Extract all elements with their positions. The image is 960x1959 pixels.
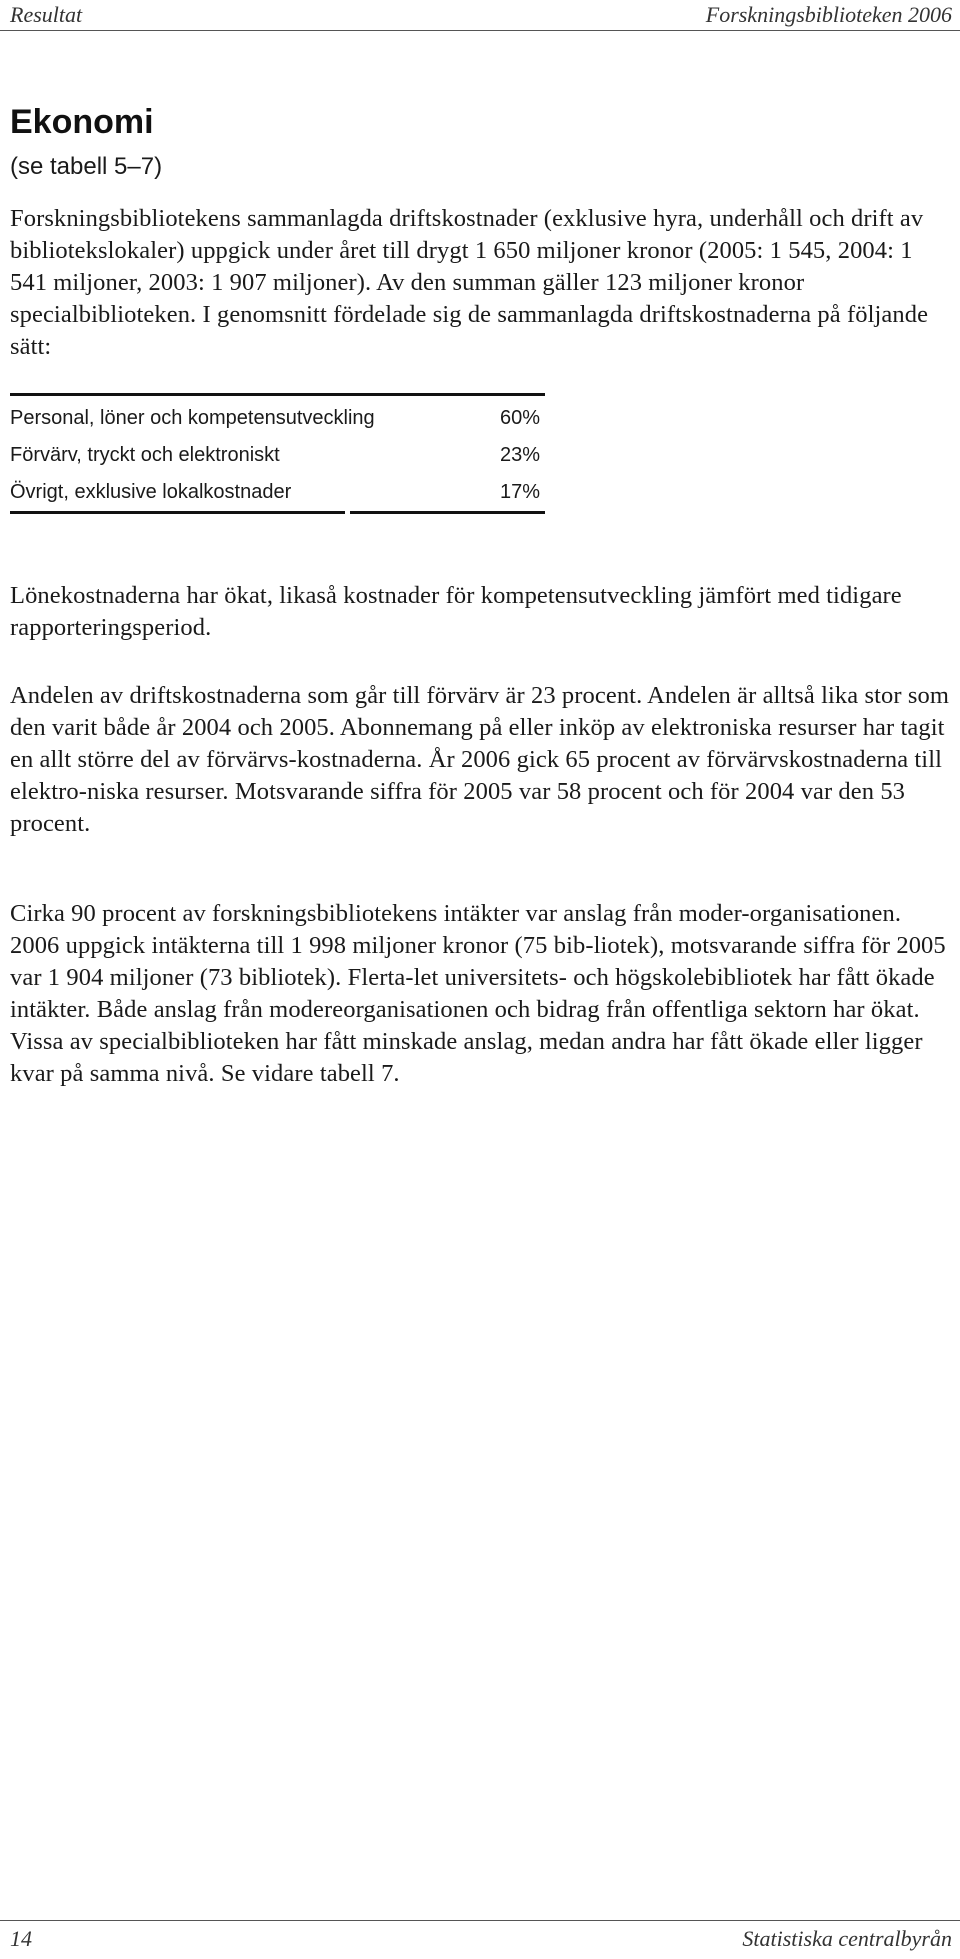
header-section-label: Resultat xyxy=(10,2,83,27)
table-top-rule xyxy=(10,393,545,396)
paragraph-revenue: Cirka 90 procent av forskningsbibliotekens intäkter var anslag från moder-organisationen. 2006 uppgick intäkterna till 1 998 miljoner kronor (75 bib-liotek), motsvarande siffra för 2005 var 1 904 miljoner (73 bibliotek). Flerta-let universitets- och högskolebibliotek har fått ökade intäkter. Både anslag från modereorganisationen och bidrag från offentliga sektorn har ökat. Vissa av specialbiblioteken har fått minskade anslag, medan andra har fått ökade eller ligger kvar på samma nivå. Se vidare tabell 7. xyxy=(10,900,946,1087)
table-bottom-rule xyxy=(10,511,545,514)
row-value: 23% xyxy=(500,444,541,466)
row-label: Övrigt, exklusive lokalkostnader xyxy=(10,481,292,503)
cost-distribution-table xyxy=(10,393,545,511)
paragraph-acquisitions: Andelen av driftskostnaderna som går till förvärv är 23 procent. Andelen är alltså lika stor som den varit både år 2004 och 2005. Abonnemang på eller inköp av elektroniska resurser har tagit en allt större del av förvärvs-kostnaderna. År 2006 gick 65 procent av förvärvskostnaderna till elektro-niska resurser. Motsvarande siffra för 2005 var 58 procent och för 2004 var den 53 procent. xyxy=(10,682,949,837)
row-label: Personal, löner och kompetensutveckling xyxy=(10,407,375,429)
table-row xyxy=(10,437,545,474)
row-label: Förvärv, tryckt och elektroniskt xyxy=(10,444,280,466)
row-value: 60% xyxy=(500,407,541,429)
header-rule xyxy=(0,30,960,31)
table-row xyxy=(10,400,545,437)
page-footer xyxy=(0,1920,960,1959)
section-subtitle: (se tabell 5–7) xyxy=(10,153,163,180)
table-row xyxy=(10,474,545,511)
page-number: 14 xyxy=(10,1926,32,1951)
row-value: 17% xyxy=(500,481,541,503)
section-title: Ekonomi xyxy=(10,103,154,141)
page-header xyxy=(0,0,960,32)
header-publication-title: Forskningsbiblioteken 2006 xyxy=(705,2,952,27)
paragraph-operating-costs: Forskningsbibliotekens sammanlagda driftskostnader (exklusive hyra, underhåll och drift av bibliotekslokaler) uppgick under året till drygt 1 650 miljoner kronor (2005: 1 545, 2004: 1 541 miljoner, 2003: 1 907 miljoner). Av den summan gäller 123 miljoner kronor specialbiblioteken. I genomsnitt fördelade sig de sammanlagda driftskostnaderna på följande sätt: xyxy=(10,205,929,360)
paragraph-salary-costs: Lönekostnaderna har ökat, likaså kostnader för kompetensutveckling jämfört med tidigare rapporteringsperiod. xyxy=(10,582,902,641)
footer-publisher: Statistiska centralbyrån xyxy=(742,1926,952,1951)
footer-rule xyxy=(0,1920,960,1921)
